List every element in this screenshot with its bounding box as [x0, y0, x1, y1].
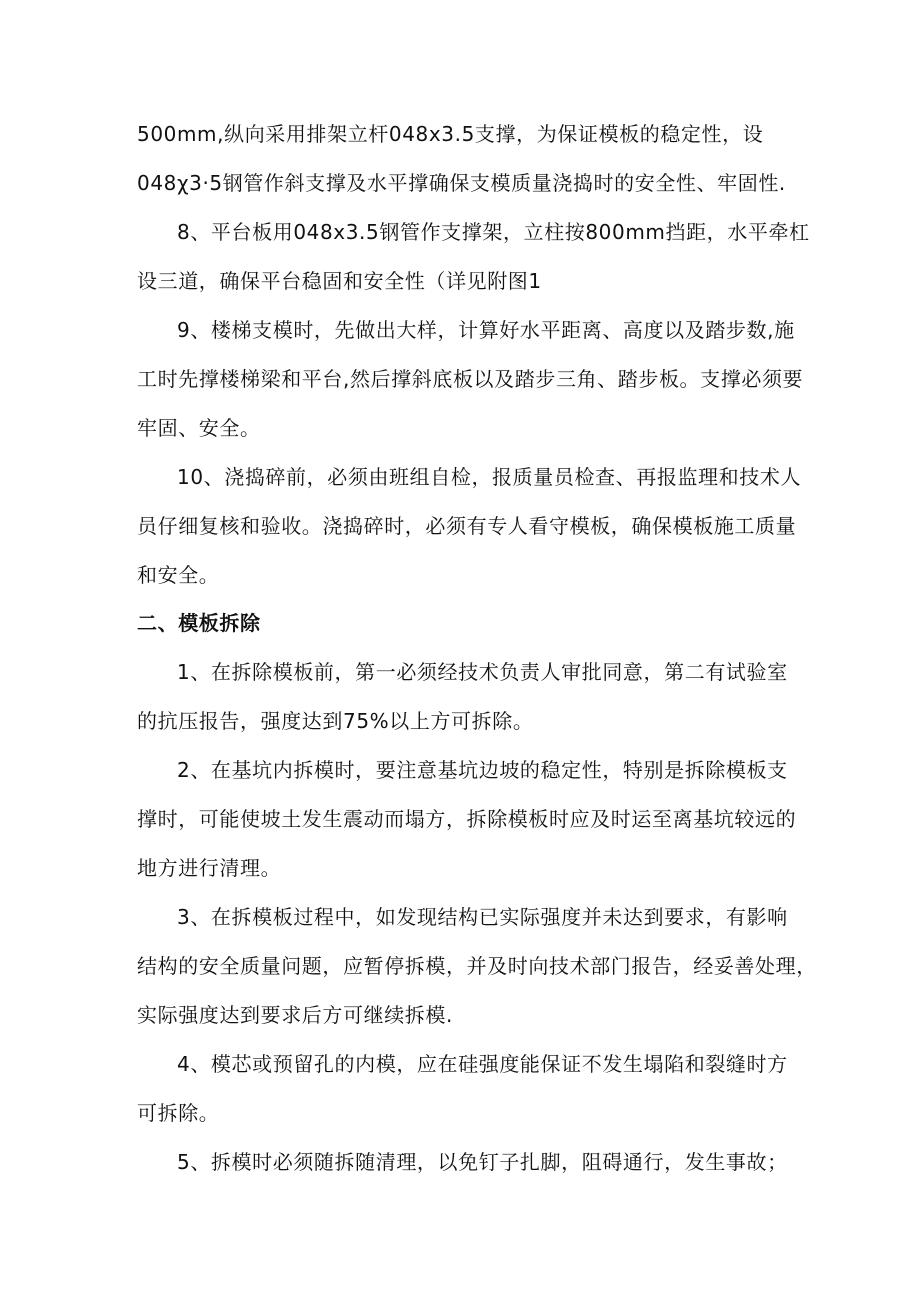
text-line: 地方进行清理。 [137, 856, 282, 880]
text-line: 的抗压报告，强度达到75%以上方可拆除。 [137, 709, 534, 733]
text-line: 10、浇捣碎前，必须由班组自检，报质量员检查、再报监理和技术人 [177, 465, 802, 489]
text-line: 4、模芯或预留孔的内模，应在硅强度能保证不发生塌陷和裂缝时方 [177, 1052, 788, 1076]
text-line: 可拆除。 [137, 1101, 220, 1125]
text-line: 结构的安全质量问题，应暂停拆模，并及时向技术部门报告，经妥善处理， [137, 954, 817, 978]
text-line: 撑时，可能使坡土发生震动而塌方，拆除模板时应及时运至离基坑较远的 [137, 807, 797, 831]
text-line: 牢固、安全。 [137, 416, 261, 440]
text-line: 2、在基坑内拆模时，要注意基坑边坡的稳定性，特别是拆除模板支 [177, 758, 788, 782]
text-line: 048χ3·5钢管作斜支撑及水平撑确保支模质量浇捣时的安全性、牢固性. [137, 171, 786, 195]
text-line: 9、楼梯支模时，先做出大样，计算好水平距离、高度以及踏步数,施 [177, 318, 795, 342]
text-line: 5、拆模时必须随拆随清理，以免钉子扎脚，阻碍通行，发生事故； [177, 1150, 788, 1174]
section-heading: 二、模板拆除 [137, 611, 261, 635]
text-line: 3、在拆模板过程中，如发现结构已实际强度并未达到要求，有影响 [177, 905, 788, 929]
text-line: 和安全。 [137, 563, 220, 587]
text-line: 8、平台板用048x3.5钢管作支撑架，立柱按800mm挡距，水平牵杠 [177, 220, 810, 244]
text-line: 实际强度达到要求后方可继续拆模. [137, 1003, 453, 1027]
text-line: 设三道，确保平台稳固和安全性（详见附图1 [137, 269, 542, 293]
text-line: 500mm,纵向采用排架立杆048x3.5支撑，为保证模板的稳定性，设 [137, 122, 764, 146]
text-line: 工时先撑楼梯梁和平台,然后撑斜底板以及踏步三角、踏步板。支撑必须要 [137, 367, 804, 391]
text-line: 员仔细复核和验收。浇捣碎时，必须有专人看守模板，确保模板施工质量 [137, 514, 797, 538]
text-line: 1、在拆除模板前，第一必须经技术负责人审批同意，第二有试验室 [177, 660, 788, 684]
